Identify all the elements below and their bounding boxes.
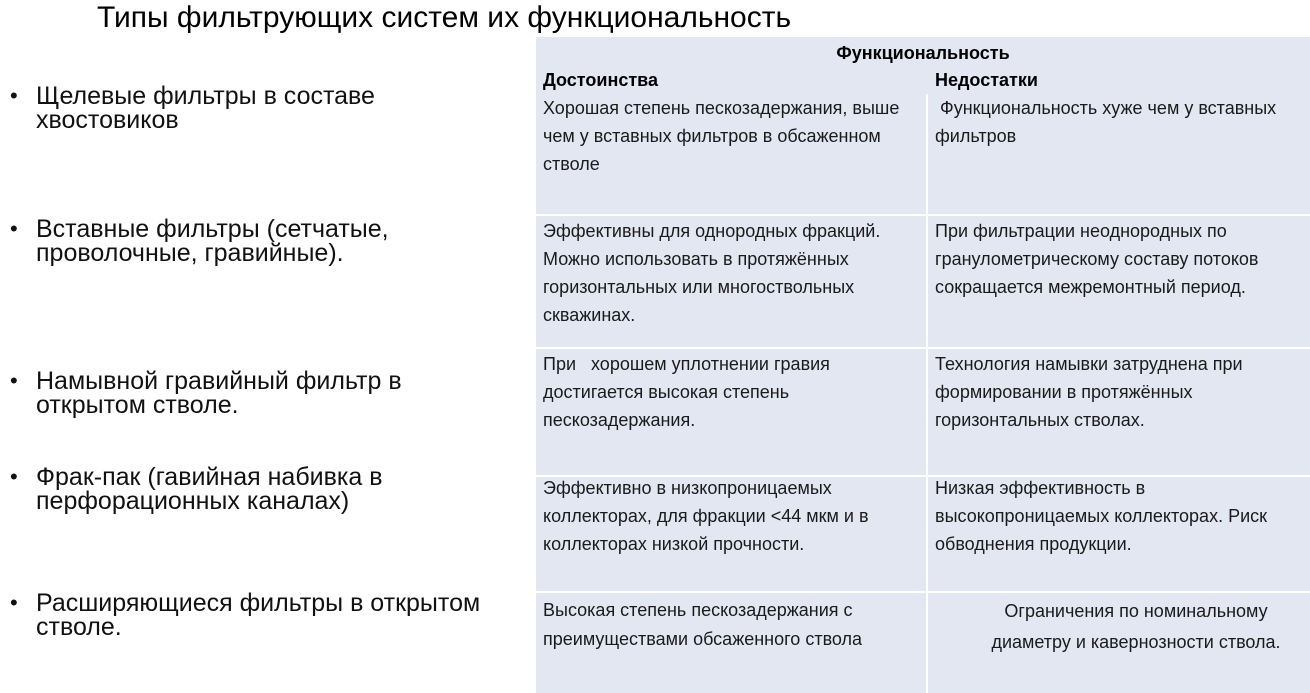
column-separator [926,94,928,693]
bullet-text: Расширяющиеся фильтры в открытом стволе. [36,589,481,641]
table-group-header: Функциональность [836,43,1010,63]
bullet-text: Фрак-пак (гавийная набивка в перфорационных каналах) [36,463,383,515]
row-separator [536,591,1310,593]
table-cell-advantages: Хорошая степень пескозадержания, выше чем у вставных фильтров в обсаженном стволе [543,98,900,174]
bullet-text: Вставные фильтры (сетчатые, проволочные, гравийные). [36,215,389,267]
functionality-table [536,37,1310,693]
table-cell-disadvantages: Функциональность хуже чем у вставных фильтров [935,98,1282,146]
bullet-dot-icon: • [10,590,18,615]
table-cell-advantages: Эффективно в низкопроницаемых коллекторах, для фракции <44 мкм и в коллекторах низкой прочности. [543,478,869,554]
column-header-advantages: Достоинства [543,70,658,90]
table-cell-disadvantages: Низкая эффективность в высокопроницаемых коллекторах. Риск обводнения продукции. [935,478,1268,554]
table-cell-disadvantages: При фильтрации неоднородных по гранулометрическому составу потоков сокращается межремонтный период. [935,221,1259,297]
slide-title: Типы фильтрующих систем их функциональность [97,1,792,34]
table-cell-disadvantages: Ограничения по номинальному диаметру и кавернозности ствола. [991,601,1281,652]
column-header-disadvantages: Недостатки [935,70,1038,90]
row-separator [536,214,1310,216]
bullet-dot-icon: • [10,368,18,393]
row-separator [536,347,1310,349]
bullet-dot-icon: • [10,464,18,489]
table-cell-advantages: При хорошем уплотнении гравия достигается высокая степень пескозадержания. [543,354,835,430]
table-cell-advantages: Высокая степень пескозадержания с преимуществами обсаженного ствола [543,600,863,649]
bullet-dot-icon: • [10,216,18,241]
bullet-text: Намывной гравийный фильтр в открытом стволе. [36,367,402,419]
bullet-dot-icon: • [10,83,18,108]
table-cell-disadvantages: Технология намывки затруднена при формировании в протяжённых горизонтальных стволах. [935,354,1243,430]
table-cell-advantages: Эффективны для однородных фракций. Можно использовать в протяжённых горизонтальных или многоствольных скважинах. [543,221,881,325]
bullet-text: Щелевые фильтры в составе хвостовиков [36,82,375,134]
